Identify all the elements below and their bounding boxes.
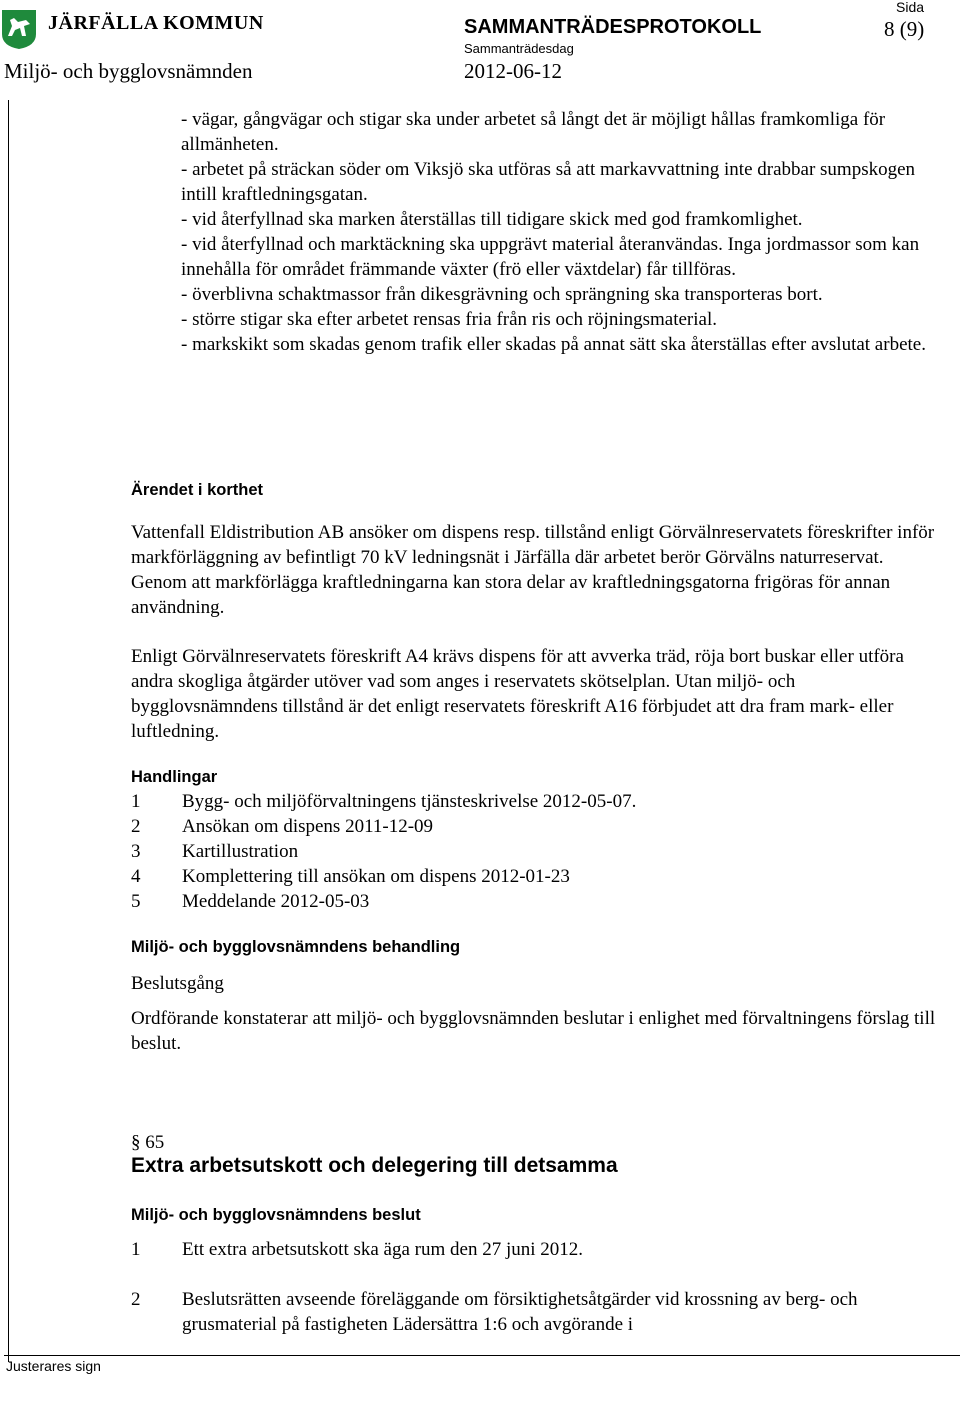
condition-item: - vid återfyllnad och marktäckning ska uppgrävt material återanvändas. Inga jordmassor som kan innehålla för området främmande växter (frö eller växtdelar) får tillföras. xyxy=(181,234,920,280)
condition-item: - överblivna schaktmassor från dikesgrävning och sprängning ska transporteras bort. xyxy=(181,284,823,305)
page-label: Sida xyxy=(896,0,925,15)
municipality-logo xyxy=(0,8,38,50)
summary-paragraph-2: Enligt Görvälnreservatets föreskrift A4 krävs dispens för att avverka träd, röja bort buskar eller utföra andra skogliga åtgärder utöver vad som anges i reservatets skötselplan. Utan miljö- och bygglovsnämndens tillstånd är det enligt reservatets föreskrift A16 förbjudet att dra fram mark- eller luftledning. xyxy=(131,646,904,742)
condition-item: - vid återfyllnad ska marken återställas till tidigare skick med god framkomlighet. xyxy=(181,209,803,230)
condition-item: - markskikt som skadas genom trafik eller skadas på annat sätt ska återställas efter avslutat arbete. xyxy=(181,334,926,355)
decision-heading: Miljö- och bygglovsnämndens beslut xyxy=(131,1206,421,1224)
meeting-date: 2012-06-12 xyxy=(464,59,562,83)
conditions-list xyxy=(181,107,941,357)
documents-list xyxy=(131,789,941,914)
signature-label: Justerares sign xyxy=(6,1358,101,1374)
condition-item: - arbetet på sträckan söder om Viksjö ska utföras så att markavvattning inte drabbar sumpskogen intill kraftledningsgatan. xyxy=(181,159,916,205)
section-number: § 65 xyxy=(131,1132,165,1153)
margin-rule xyxy=(8,100,9,1362)
condition-item: - större stigar ska efter arbetet rensas fria från ris och röjningsmaterial. xyxy=(181,309,717,330)
list-item: 2 Ansökan om dispens 2011-12-09 xyxy=(131,816,434,837)
meeting-date-label: Sammanträdesdag xyxy=(464,41,574,56)
decision-list-item-1: 1 Ett extra arbetsutskott ska äga rum den 27 juni 2012. xyxy=(131,1239,584,1260)
list-item: 4 Komplettering till ansökan om dispens 2012-01-23 xyxy=(131,866,570,887)
summary-paragraph-1: Vattenfall Eldistribution AB ansöker om dispens resp. tillstånd enligt Görvälnreservatets föreskrifter inför markförläggning av befintligt 70 kV ledningsnät i Järfälla där arbetet berör Görvälns naturreservat. Genom att markförlägga kraftledningarna kan stora delar av kraftledningsgatorna frigöras för annan användning. xyxy=(131,522,935,618)
condition-item: - vägar, gångvägar och stigar ska under arbetet så långt det är möjligt hållas framkomliga för allmänheten. xyxy=(181,109,886,155)
list-item: 5 Meddelande 2012-05-03 xyxy=(131,891,370,912)
handling-heading: Miljö- och bygglovsnämndens behandling xyxy=(131,938,461,956)
list-item: 1 Bygg- och miljöförvaltningens tjänsteskrivelse 2012-05-07. xyxy=(131,791,637,812)
footer-rule xyxy=(4,1355,960,1356)
page-number: 8 (9) xyxy=(884,17,925,41)
organization-name: JÄRFÄLLA KOMMUN xyxy=(48,12,264,34)
summary-heading: Ärendet i korthet xyxy=(131,481,264,499)
list-item: 3 Kartillustration xyxy=(131,841,299,862)
board-name: Miljö- och bygglovsnämnden xyxy=(4,59,253,83)
decision-list-item-2: 2 Beslutsrätten avseende föreläggande om försiktighetsåtgärder vid krossning av berg- och grusmaterial på fastigheten Lädersättra 1:6 och avgörande i xyxy=(131,1289,858,1335)
documents-heading: Handlingar xyxy=(131,768,218,786)
procedure-text: Ordförande konstaterar att miljö- och bygglovsnämnden beslutar i enlighet med förvaltningens förslag till beslut. xyxy=(131,1008,936,1054)
section-title: Extra arbetsutskott och delegering till detsamma xyxy=(131,1154,618,1177)
document-title: SAMMANTRÄDESPROTOKOLL xyxy=(464,16,762,38)
procedure-subheading: Beslutsgång xyxy=(131,973,224,994)
